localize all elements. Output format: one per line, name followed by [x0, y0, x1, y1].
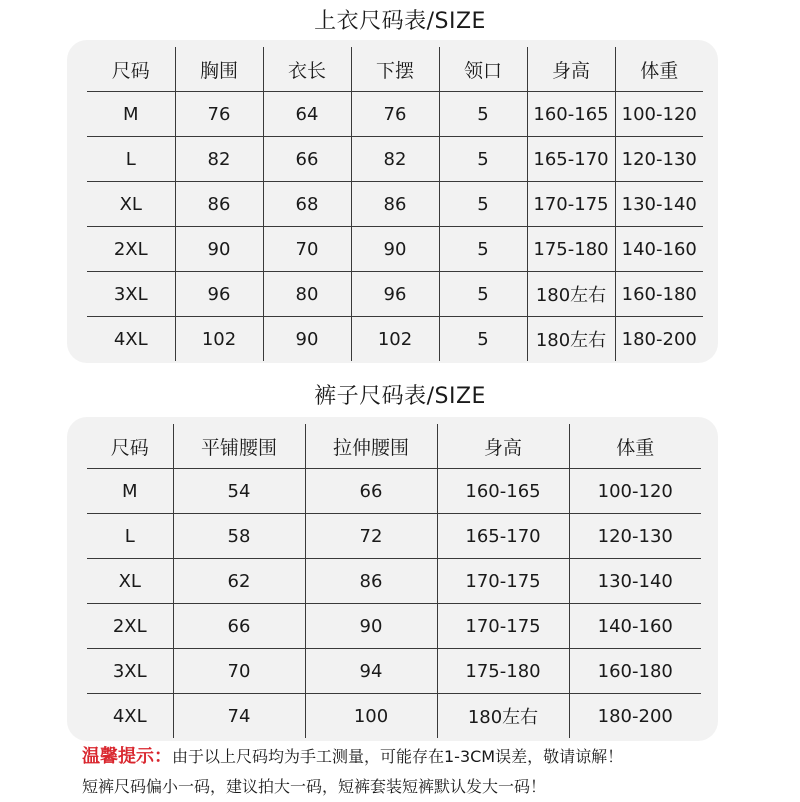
header-cell: 下摆	[351, 47, 439, 92]
table-cell: 175-180	[437, 649, 569, 694]
table-header-row	[87, 47, 703, 92]
notes-line-2	[82, 772, 782, 802]
table-cell: 140-160	[615, 227, 703, 272]
table-header-row	[87, 424, 701, 469]
table-cell: 180左右	[527, 317, 615, 362]
table-cell: 66	[305, 469, 437, 514]
pants-size-chart-title: 裤子尺码表/SIZE	[314, 384, 486, 409]
table-row	[87, 469, 701, 514]
table-cell: 165-170	[527, 137, 615, 182]
table-cell: 96	[175, 272, 263, 317]
header-cell: 体重	[615, 47, 703, 92]
table-cell: 86	[305, 559, 437, 604]
table-cell: 66	[173, 604, 305, 649]
table-cell: 130-140	[615, 182, 703, 227]
header-cell: 体重	[569, 424, 701, 469]
pants-size-chart-card	[67, 417, 718, 741]
table-cell: XL	[87, 182, 175, 227]
table-cell: 5	[439, 182, 527, 227]
table-cell: 5	[439, 137, 527, 182]
table-cell: 170-175	[437, 559, 569, 604]
table-cell: 180-200	[615, 317, 703, 362]
table-cell: 170-175	[527, 182, 615, 227]
notes-label: 温馨提示：	[82, 746, 172, 767]
table-cell: 100	[305, 694, 437, 739]
table-cell: 86	[351, 182, 439, 227]
table-cell: 54	[173, 469, 305, 514]
table-cell: 66	[263, 137, 351, 182]
table-cell: L	[87, 514, 173, 559]
notes-line-1	[82, 742, 782, 772]
table-cell: 180左右	[527, 272, 615, 317]
table-row	[87, 92, 703, 137]
header-cell: 身高	[437, 424, 569, 469]
table-cell: M	[87, 92, 175, 137]
table-cell: 70	[263, 227, 351, 272]
notes-text-2: 短裤尺码偏小一码，建议拍大一码，短裤套装短裤默认发大一码！	[82, 777, 547, 796]
table-row	[87, 317, 703, 362]
table-row	[87, 694, 701, 739]
table-cell: 102	[175, 317, 263, 362]
table-cell: 102	[351, 317, 439, 362]
header-cell: 衣长	[263, 47, 351, 92]
table-row	[87, 137, 703, 182]
table-cell: 62	[173, 559, 305, 604]
header-cell: 尺码	[111, 59, 150, 82]
table-cell: 90	[351, 227, 439, 272]
table-cell: 68	[263, 182, 351, 227]
notes-text-1: 由于以上尺码均为手工测量，可能存在1-3CM误差，敬请谅解！	[172, 747, 624, 766]
table-cell: 70	[173, 649, 305, 694]
table-cell: 4XL	[87, 694, 173, 739]
top-size-chart-title: 上衣尺码表/SIZE	[314, 9, 486, 34]
table-cell: 96	[351, 272, 439, 317]
table-cell: 120-130	[569, 514, 701, 559]
table-cell: 76	[351, 92, 439, 137]
table-row	[87, 559, 701, 604]
table-cell: 58	[173, 514, 305, 559]
size-notes	[82, 742, 782, 802]
table-cell: 2XL	[87, 227, 175, 272]
table-cell: 160-180	[615, 272, 703, 317]
table-cell: 2XL	[87, 604, 173, 649]
header-cell: 尺码	[110, 436, 149, 459]
table-row	[87, 182, 703, 227]
table-cell: 100-120	[569, 469, 701, 514]
table-cell: 130-140	[569, 559, 701, 604]
header-cell: 身高	[527, 47, 615, 92]
table-cell: 5	[439, 227, 527, 272]
table-cell: 94	[305, 649, 437, 694]
table-cell: 160-165	[437, 469, 569, 514]
table-cell: 76	[175, 92, 263, 137]
table-cell: 100-120	[615, 92, 703, 137]
table-cell: 3XL	[87, 272, 175, 317]
table-cell: 80	[263, 272, 351, 317]
table-cell: 82	[175, 137, 263, 182]
table-cell: 86	[175, 182, 263, 227]
table-cell: 90	[175, 227, 263, 272]
table-cell: L	[87, 137, 175, 182]
table-cell: 165-170	[437, 514, 569, 559]
header-cell: 拉伸腰围	[305, 424, 437, 469]
table-cell: M	[87, 469, 173, 514]
table-cell: 170-175	[437, 604, 569, 649]
top-size-table	[87, 47, 703, 361]
header-cell: 胸围	[175, 47, 263, 92]
table-cell: 3XL	[87, 649, 173, 694]
table-cell: 140-160	[569, 604, 701, 649]
table-cell: 72	[305, 514, 437, 559]
table-row	[87, 514, 701, 559]
table-cell: 180左右	[437, 694, 569, 739]
table-row	[87, 272, 703, 317]
table-row	[87, 604, 701, 649]
table-cell: 64	[263, 92, 351, 137]
table-cell: 120-130	[615, 137, 703, 182]
table-row	[87, 649, 701, 694]
table-cell: 90	[305, 604, 437, 649]
table-cell: 82	[351, 137, 439, 182]
table-cell: 5	[439, 317, 527, 362]
table-cell: 4XL	[87, 317, 175, 362]
table-cell: 160-180	[569, 649, 701, 694]
table-cell: 5	[439, 272, 527, 317]
table-cell: XL	[87, 559, 173, 604]
header-cell: 平铺腰围	[173, 424, 305, 469]
header-cell: 领口	[439, 47, 527, 92]
table-row	[87, 227, 703, 272]
table-cell: 5	[439, 92, 527, 137]
pants-size-table	[87, 424, 701, 738]
table-cell: 160-165	[527, 92, 615, 137]
top-size-chart-card	[67, 40, 718, 363]
table-cell: 74	[173, 694, 305, 739]
table-cell: 90	[263, 317, 351, 362]
table-cell: 180-200	[569, 694, 701, 739]
table-cell: 175-180	[527, 227, 615, 272]
